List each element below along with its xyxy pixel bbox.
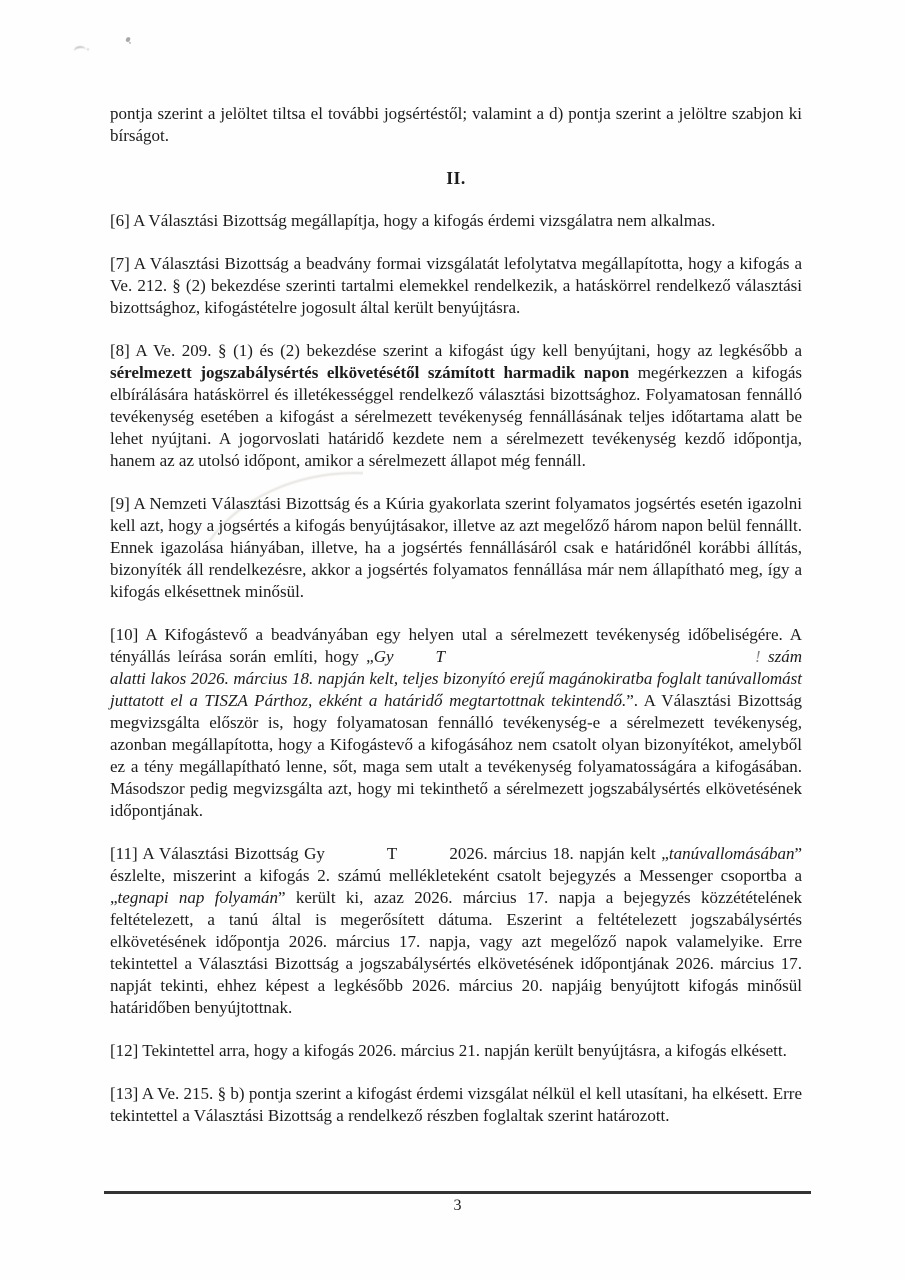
paragraph (110, 340, 802, 472)
page-number: 3 (453, 1197, 462, 1214)
text-run: ” észlelte, miszerint a kifogás 2. számú mellékleteként csatolt bejegyzés a Messenger csoportba a „ (110, 844, 802, 907)
text-run: tanúvallomásában (668, 844, 795, 863)
text-run: ”. A Választási Bizottság megvizsgálta először is, hogy folyamatosan fennálló tevékenység-e a sérelmezett tevékenység, azonban megállapította, hogy a Kifogástevő a kifogásához nem csatolt olyan bizonyítékot, amelyből ez a tény megállapítható lenne, sőt, maga sem utalt a tevékenység folyamatosságára a kifogásában. Másodszor pedig megvizsgálta azt, hogy mi tekinthető a sérelmezett jogszabálysértés elkövetésének időpontjának. (110, 691, 802, 820)
text-run: II. (446, 168, 466, 188)
redaction-gap (397, 858, 449, 859)
redaction-gap (445, 661, 755, 662)
footer-rule (104, 1191, 811, 1194)
paragraph (110, 1040, 802, 1062)
paragraph (110, 843, 802, 1019)
text-run: szám alatti lakos 2026. március 18. napján kelt, teljes bizonyító erejű magánokiratba foglalt tanúvallomást juttatott el a TISZA Párthoz, ekként a határidő megtartottnak tekintendő. (110, 647, 802, 710)
text-run: T (435, 647, 445, 666)
text-run: 2026. március 18. napján kelt „ (449, 844, 669, 863)
text-run: ” került ki, azaz 2026. március 17. napja a bejegyzés közzétételének feltételezett, a tanú által is megerősített dátuma. Eszerint a feltételezett jogszabálysértés elkövetésének időpontja 2026. március 17. napja, vagy azt megelőző napok valamelyike. Erre tekintettel a Választási Bizottság a jogszabálysértés elkövetésének időpontjának 2026. március 17. napját tekinti, ehhez képest a legkésőbb 2026. március 20. napjáig benyújtott kifogás minősül határidőben benyújtottnak. (110, 888, 802, 1017)
text-run: T (386, 844, 398, 863)
text-run: Gy (373, 647, 394, 666)
text-run: [9] A Nemzeti Választási Bizottság és a Kúria gyakorlata szerint folyamatos jogsértés esetén igazolni kell azt, hogy a jogsértés a kifogás benyújtásakor, illetve az azt megelőző három napon belül fennállt. Ennek igazolása hiányában, illetve, ha a jogsértés fennállásáról csak e határidőnél korábbi állítás, bizonyíték áll rendelkezésre, akkor a jogsértés folyamatos fennállása már nem állapítható meg, így a kifogás elkésettnek minősül. (110, 494, 802, 601)
text-run: [6] A Választási Bizottság megállapítja, hogy a kifogás érdemi vizsgálatra nem alkalmas. (110, 211, 716, 230)
paragraph (110, 624, 802, 822)
text-run: sérelmezett jogszabálysértés elkövetésétől számított harmadik napon (110, 363, 630, 382)
text-run: [8] A Ve. 209. § (1) és (2) bekezdése szerint a kifogást úgy kell benyújtani, hogy az legkésőbb a (110, 341, 802, 360)
document-body (110, 103, 802, 1148)
scan-smudge (73, 45, 87, 56)
redaction-gap (394, 661, 436, 662)
text-run: [11] A Választási Bizottság Gy (110, 844, 325, 863)
paragraph (110, 1083, 802, 1127)
paragraph (110, 493, 802, 603)
text-run: megérkezzen a kifogás elbírálására hatáskörrel és illetékességgel rendelkező választási bizottsághoz. Folyamatosan fennálló tevékenység esetében a kifogást a sérelmezett tevékenység fennállásának teljes időtartama alatt be lehet nyújtani. A jogorvoslati határidő kezdete nem a sérelmezett tevékenység kezdő időpontja, hanem az az utolsó időpont, amikor a sérelmezett állapot még fennáll. (110, 363, 803, 470)
text-run: [13] A Ve. 215. § b) pontja szerint a kifogást érdemi vizsgálat nélkül el kell utasítani, ha elkésett. Erre tekintettel a Választási Bizottság a rendelkező részben foglaltak szerint határozott. (110, 1084, 802, 1125)
section-heading (110, 168, 802, 189)
paragraph (110, 210, 802, 232)
text-run: pontja szerint a jelöltet tiltsa el további jogsértéstől; valamint a d) pontja szerint a jelöltre szabjon ki bírságot. (110, 104, 802, 145)
paragraph (110, 253, 802, 319)
text-run: [10] A Kifogástevő a beadványában egy helyen utal a sérelmezett tevékenység időbeliségére. A tényállás leírása során említi, hogy „ (110, 625, 802, 666)
text-run: tegnapi nap folyamán (117, 888, 278, 907)
redaction-gap (325, 858, 387, 859)
text-run (761, 647, 768, 666)
text-run: [7] A Választási Bizottság a beadvány formai vizsgálatát lefolytatva megállapította, hogy a kifogás a Ve. 212. § (2) bekezdése szerinti tartalmi elemekkel rendelkezik, a hatáskörrel rendelkező választási bizottsághoz, kifogástételre jogosult által került benyújtásra. (110, 254, 802, 317)
scan-smudge (125, 36, 130, 42)
text-run: ! (754, 647, 761, 666)
text-run: [12] Tekintettel arra, hogy a kifogás 2026. március 21. napján került benyújtásra, a kifogás elkésett. (110, 1041, 787, 1060)
paragraph (110, 103, 802, 147)
